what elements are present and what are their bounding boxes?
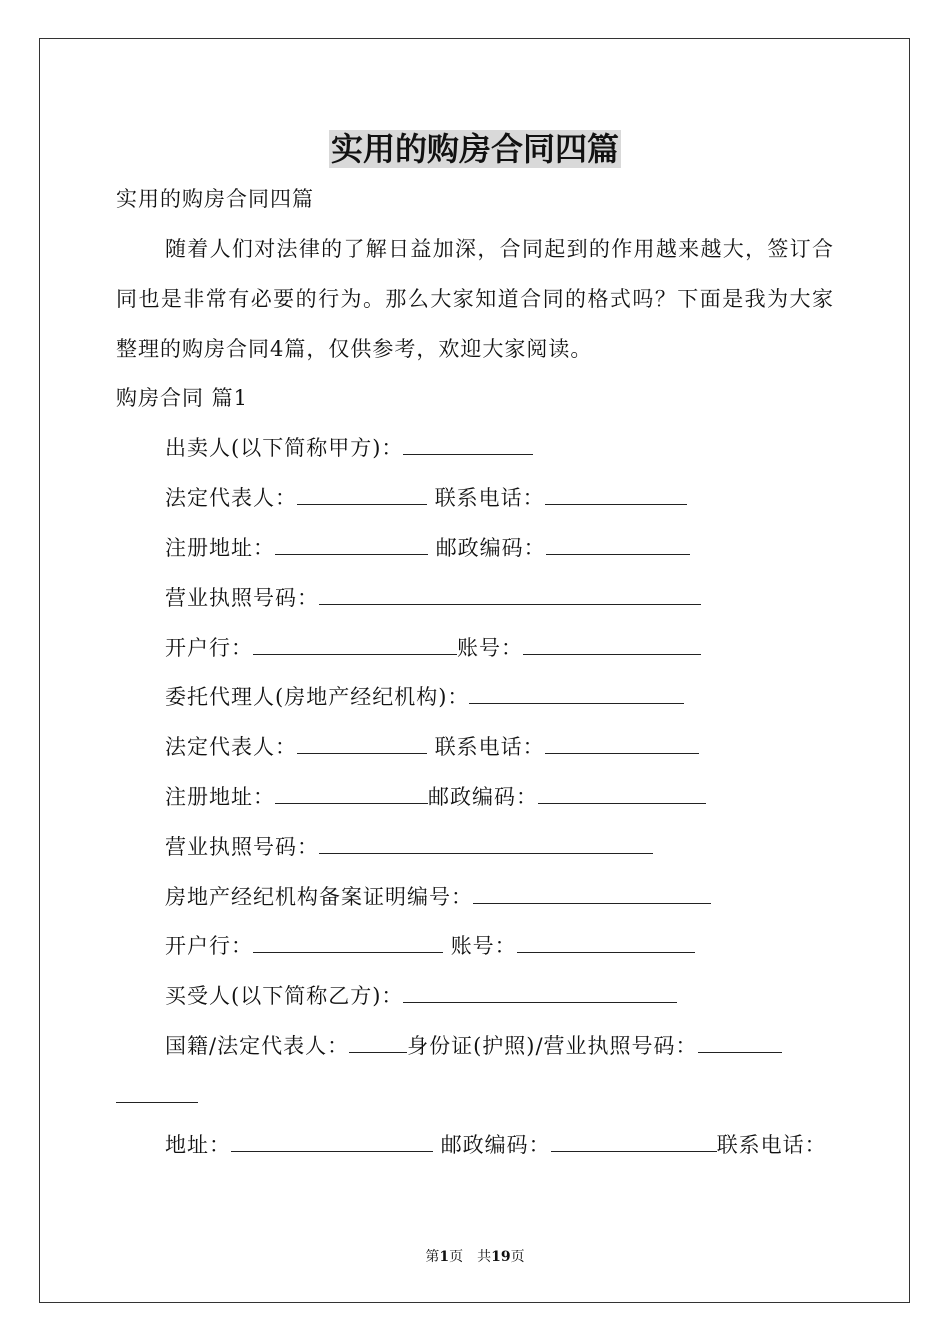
page-current: 1 <box>439 1249 450 1265</box>
reg-address-label: 注册地址： <box>165 536 275 560</box>
agent-label: 委托代理人(房地产经纪机构)： <box>165 685 470 709</box>
id-no-label: 身份证(护照)/营业执照号码： <box>407 1034 698 1058</box>
bank-label: 开户行： <box>165 636 253 660</box>
address-blank[interactable] <box>231 1131 433 1152</box>
agent-blank[interactable] <box>469 683 684 704</box>
license-label: 营业执照号码： <box>165 835 319 859</box>
address-label: 地址： <box>165 1133 231 1157</box>
postcode-blank[interactable] <box>546 534 690 555</box>
page-footer <box>0 1247 950 1267</box>
legal-rep-label: 法定代表人： <box>165 486 297 510</box>
license-line-1 <box>165 583 701 613</box>
legal-rep-label: 法定代表人： <box>165 735 297 759</box>
nationality-blank[interactable] <box>349 1032 407 1053</box>
postcode-label: 邮政编码： <box>428 785 538 809</box>
reg-address-blank[interactable] <box>275 534 428 555</box>
reg-address-line-1 <box>165 533 690 563</box>
record-no-label: 房地产经纪机构备案证明编号： <box>165 885 473 909</box>
legal-rep-blank[interactable] <box>297 733 427 754</box>
address-line <box>165 1130 827 1160</box>
postcode-label: 邮政编码： <box>440 1133 551 1157</box>
page-total: 19 <box>491 1249 511 1265</box>
section-heading: 购房合同 篇1 <box>116 386 249 410</box>
record-no-line <box>165 882 711 912</box>
bank-blank[interactable] <box>253 932 443 953</box>
reg-address-line-2 <box>165 782 706 812</box>
account-label: 账号： <box>457 636 523 660</box>
license-blank[interactable] <box>319 584 701 605</box>
account-label: 账号： <box>450 934 517 958</box>
postcode-blank[interactable] <box>538 783 706 804</box>
legal-rep-line-2 <box>165 732 699 762</box>
id-no-blank-cont[interactable] <box>116 1082 198 1103</box>
license-line-2 <box>165 832 653 862</box>
postcode-blank[interactable] <box>551 1131 717 1152</box>
intro-paragraph: 随着人们对法律的了解日益加深，合同起到的作用越来越大，签订合同也是非常有必要的行为。那么大家知道合同的格式吗？下面是我为大家整理的购房合同4篇，仅供参考，欢迎大家阅读。 <box>116 237 834 361</box>
document-title: 实用的购房合同四篇 <box>330 130 619 168</box>
license-blank[interactable] <box>319 833 653 854</box>
document-subtitle: 实用的购房合同四篇 <box>116 187 314 211</box>
footer-suffix: 页 <box>510 1249 525 1265</box>
reg-address-blank[interactable] <box>275 783 428 804</box>
id-no-continuation <box>116 1081 198 1111</box>
nationality-label: 国籍/法定代表人： <box>165 1034 350 1058</box>
contact-phone-label: 联系电话： <box>434 735 545 759</box>
record-no-blank[interactable] <box>473 883 711 904</box>
contact-phone-blank[interactable] <box>545 484 687 505</box>
agent-line <box>165 682 684 712</box>
bank-label: 开户行： <box>165 934 253 958</box>
seller-label: 出卖人(以下简称甲方)： <box>165 436 404 460</box>
legal-rep-line-1 <box>165 483 687 513</box>
account-blank[interactable] <box>523 634 701 655</box>
footer-prefix: 第 <box>425 1249 440 1265</box>
bank-line-2 <box>165 931 695 961</box>
bank-blank[interactable] <box>253 634 457 655</box>
contact-phone-blank[interactable] <box>545 733 699 754</box>
account-blank[interactable] <box>517 932 695 953</box>
buyer-line <box>165 981 677 1011</box>
license-label: 营业执照号码： <box>165 586 319 610</box>
legal-rep-blank[interactable] <box>297 484 427 505</box>
contact-phone-label: 联系电话： <box>716 1133 827 1157</box>
bank-line-1 <box>165 633 701 663</box>
buyer-blank[interactable] <box>403 982 677 1003</box>
nationality-line <box>165 1031 782 1061</box>
reg-address-label: 注册地址： <box>165 785 275 809</box>
seller-blank[interactable] <box>403 434 533 455</box>
id-no-blank[interactable] <box>698 1032 782 1053</box>
postcode-label: 邮政编码： <box>435 536 546 560</box>
contact-phone-label: 联系电话： <box>434 486 545 510</box>
seller-line <box>165 433 533 463</box>
footer-mid: 页 共 <box>449 1249 492 1265</box>
buyer-label: 买受人(以下简称乙方)： <box>165 984 404 1008</box>
